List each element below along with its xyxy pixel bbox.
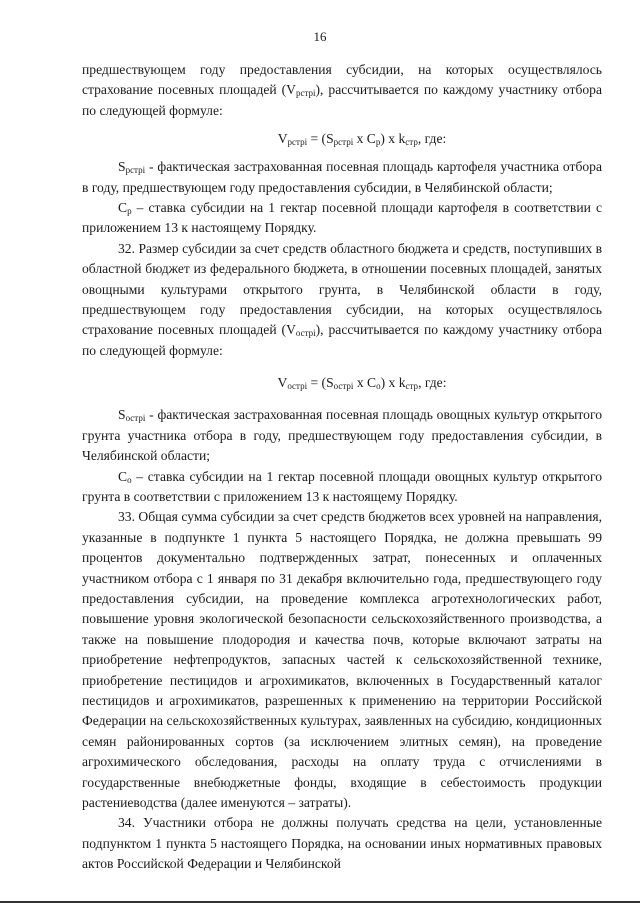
definition-s-vegetables: $S_{острi}$ - фактическая застрахованная посевная площадь овощных культур открытого грунта участника отбора в году, предшествующем году предоставления субсидии, в Челябинской области;	[82, 407, 602, 464]
formula-vegetables: $V_{острi} = (S_{острi}$ x $C_о$) x $k_{стр}$, где:	[277, 375, 447, 392]
formula-potato: $V_{рстрi} = (S_{рстрi}$ x $C_р$) x $k_{стр}$, где:	[277, 131, 447, 148]
page-content	[82, 60, 602, 875]
definition-s-potato: $S_{рстрi}$ - фактическая застрахованная посевная площадь картофеля участника отбора в году, предшествующем году предоставления субсидии, в Челябинской области;	[82, 159, 602, 195]
paragraph-continuation: предшествующем году предоставления субсидии, на которых осуществлялось страхование посевных площадей $(V_{рстрi})$, рассчитывается по каждому участнику отбора по следующей формуле:	[82, 62, 602, 118]
paragraph-34: 34. Участники отбора не должны получать средства на цели, установленные подпунктом 1 пункта 5 настоящего Порядка, на основании иных нормативных правовых актов Российской Федерации и Челябинской	[82, 815, 602, 872]
scan-bottom-edge	[0, 901, 640, 903]
paragraph-32: 32. Размер субсидии за счет средств областного бюджета и средств, поступивших в областной бюджет из федерального бюджета, в отношении посевных площадей, занятых овощными культурами открытого грунта, в Челябинской области в году, предшествующем году предоставления субсидии, на которых осуществлялось страхование посевных площадей $(V_{острi})$, рассчитывается по каждому участнику отбора по следующей формуле:	[82, 240, 602, 358]
definition-c-vegetables: $С_о$ – ставка субсидии на 1 гектар посевной площади овощных культур открытого грунта в соответствии с приложением 13 к настоящему Порядку.	[82, 468, 602, 504]
definition-c-potato: $С_р$ – ставка субсидии на 1 гектар посевной площади картофеля в соответствии с приложением 13 к настоящему Порядку.	[82, 200, 602, 236]
paragraph-33: 33. Общая сумма субсидии за счет средств бюджетов всех уровней на направления, указанные в подпункте 1 пункта 5 настоящего Порядка, не должна превышать 99 процентов документально подтвержденных затрат, понесенных и оплаченных участником отбора с 1 января по 31 декабря включительно года, предшествующего году предоставления субсидии, на проведение комплекса агротехнологических работ, повышение уровня экологической безопасности сельскохозяйственного производства, а также на повышение плодородия и качества почв, которые включают затраты на приобретение нефтепродуктов, запасных частей к сельскохозяйственной технике, приобретение пестицидов и агрохимикатов, включенных в Государственный каталог пестицидов и агрохимикатов, разрешенных к применению на территории Российской Федерации на сельскохозяйственных культурах, заявленных на субсидию, кондиционных семян районированных сортов (за исключением элитных семян), на проведение агрохимического обследования, расходы на оплату труда с отчислениями в государственные внебюджетные фонды, входящие в себестоимость продукции растениеводства (далее именуются – затраты).	[82, 509, 602, 810]
page-number: 16	[313, 29, 327, 44]
